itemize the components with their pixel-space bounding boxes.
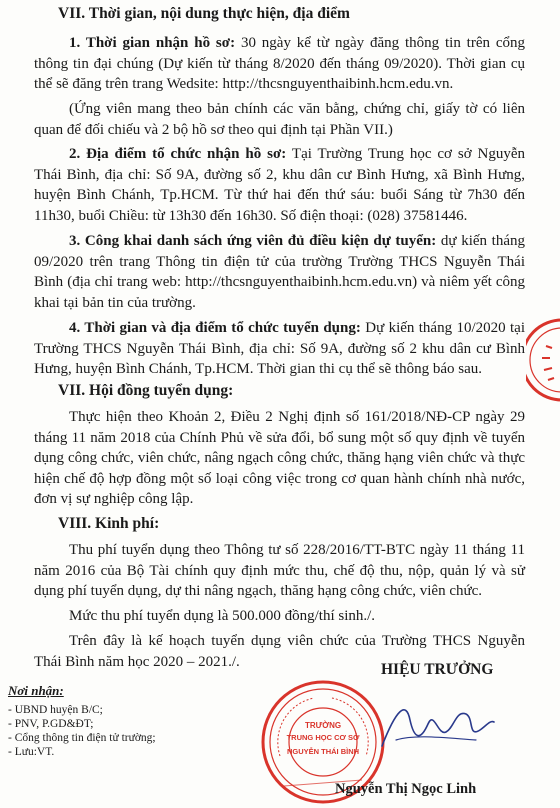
council-line-2: tháng 11 năm 2018 của Chính Phủ về sửa đổi, bổ sung một số quy định về tuyển xyxy=(34,429,525,446)
section-title-time-content: VII. Thời gian, nội dung thực hiện, địa điểm xyxy=(58,5,350,22)
item-3-line-1: dự kiến tháng xyxy=(440,233,525,249)
recipients-title: Nơi nhận: xyxy=(8,683,64,698)
stamp-line-2: TRUNG HỌC CƠ SỞ xyxy=(286,733,360,742)
funding-line-1: Thu phí tuyển dụng theo Thông tư số 228/2016/TT-BTC ngày 11 tháng 11 xyxy=(69,542,525,558)
item-2-line-3: huyện Bình Chánh, Tp.HCM. Từ thứ hai đến thứ sáu: buổi Sáng từ 7h30 đến xyxy=(34,187,525,203)
item-4-line-3: Hưng, huyện Bình Chánh, Tp.HCM. Thời gian thi cụ thể sẽ thông báo sau. xyxy=(34,361,482,377)
recipients-list xyxy=(8,703,156,759)
stamp-line-1: TRƯỜNG xyxy=(304,721,342,730)
closing-line-1: Trên đây là kế hoạch tuyển dụng viên chức của Trường THCS Nguyễn xyxy=(69,633,525,649)
item-2-line-4: 11h30, buổi Chiều: từ 13h30 đến 16h30. Số điện thoại: (028) 37581446. xyxy=(34,207,468,224)
item-3-lead: 3. Công khai danh sách ứng viên đủ điều kiện dự tuyển: xyxy=(69,233,437,249)
item-3-line-3: Bình (địa chỉ trang web: http://thcsnguyenthaibinh.hcm.edu.vn) và niêm yết công xyxy=(34,274,525,290)
recipient-item: - UBND huyện B/C; xyxy=(8,704,103,716)
funding-line-3: dụng phí tuyển dụng, dự thi nâng ngạch, thăng hạng công chức, viên chức. xyxy=(34,583,483,599)
item-1-line-3: thể sẽ đăng trên trang Wedsite: http://thcsnguyenthaibinh.hcm.edu.vn. xyxy=(34,76,454,92)
item-1-receive-time xyxy=(34,33,525,95)
note-line-1: (Ứng viên mang theo bản chính các văn bằng, chứng chỉ, giấy tờ có liên xyxy=(69,101,525,117)
note-line-2: quan để đối chiếu và 2 bộ hồ sơ theo qui định tại Phần VII.) xyxy=(34,121,393,138)
item-2-lead: 2. Địa điểm tổ chức nhận hồ sơ: xyxy=(69,146,287,162)
stamp-line-3: NGUYỄN THÁI BÌNH xyxy=(286,747,360,756)
signer-name: Nguyễn Thị Ngọc Linh xyxy=(335,781,477,797)
signer-title: HIỆU TRƯỞNG xyxy=(381,661,494,678)
funding-paragraph xyxy=(34,540,525,602)
page-seal-fragment xyxy=(526,318,560,402)
signature-scribble xyxy=(376,680,496,764)
council-line-3: dụng công chức, viên chức, nâng ngạch công chức, thăng hạng viên chức và thực xyxy=(34,450,525,466)
item-1-lead: 1. Thời gian nhận hồ sơ: xyxy=(69,35,236,51)
item-3-line-2: 09/2020 trên trang Thông tin điện tử của trường Trường THCS Nguyễn Thái xyxy=(34,253,525,270)
funding-line-2: năm 2016 của Bộ Tài chính quy định mức thu, chế độ thu, nộp, quản lý và sử xyxy=(34,562,525,579)
item-2-line-2: Thái Bình, địa chỉ: Số 9A, đường số 2, khu dân cư Bình Hưng, xã Bình Hưng, xyxy=(34,166,525,183)
item-4-line-2: Trường THCS Nguyễn Thái Bình, địa chỉ: Số 9A, đường số 2 khu dân cư Bình xyxy=(34,340,525,357)
council-line-5: đơn vị sự nghiệp công lập. xyxy=(34,491,194,507)
section-title-council: VII. Hội đồng tuyển dụng: xyxy=(58,382,234,399)
item-2-location xyxy=(34,144,525,226)
recipient-item: - Lưu:VT. xyxy=(8,746,55,758)
recipient-item: - PNV, P.GD&ĐT; xyxy=(8,718,94,730)
council-paragraph xyxy=(34,407,525,510)
item-4-lead: 4. Thời gian và địa điểm tổ chức tuyển dụng: xyxy=(69,320,361,336)
item-3-line-4: khai tại bản tin của trường. xyxy=(34,294,196,311)
fee-amount: Mức thu phí tuyển dụng là 500.000 đồng/thí sinh./. xyxy=(69,608,376,624)
closing-line-2: Thái Bình năm học 2020 – 2021./. xyxy=(34,653,240,670)
item-1-line-2: thông tin đại chúng (Dự kiến từ tháng 8/2020 đến tháng 09/2020). Thời gian cụ xyxy=(34,55,525,72)
item-4-line-1: Dự kiến tháng 10/2020 tại xyxy=(365,320,525,336)
section-title-funding: VIII. Kinh phí: xyxy=(58,515,160,532)
recipient-item: - Cổng thông tin điện tử trường; xyxy=(8,732,156,744)
item-2-line-1: Tại Trường Trung học cơ sở Nguyễn xyxy=(291,146,525,162)
note-originals xyxy=(34,99,525,140)
item-3-announcement xyxy=(34,231,525,313)
item-1-line-1: 30 ngày kể từ ngày đăng thông tin trên cổng xyxy=(240,35,525,51)
council-line-1: Thực hiện theo Khoản 2, Điều 2 Nghị định số 161/2018/NĐ-CP ngày 29 xyxy=(69,409,525,425)
item-4-exam-time-place xyxy=(34,318,525,380)
council-line-4: hiện chế độ hợp đồng một số loại công việc trong cơ quan hành chính nhà nước, xyxy=(34,470,525,487)
